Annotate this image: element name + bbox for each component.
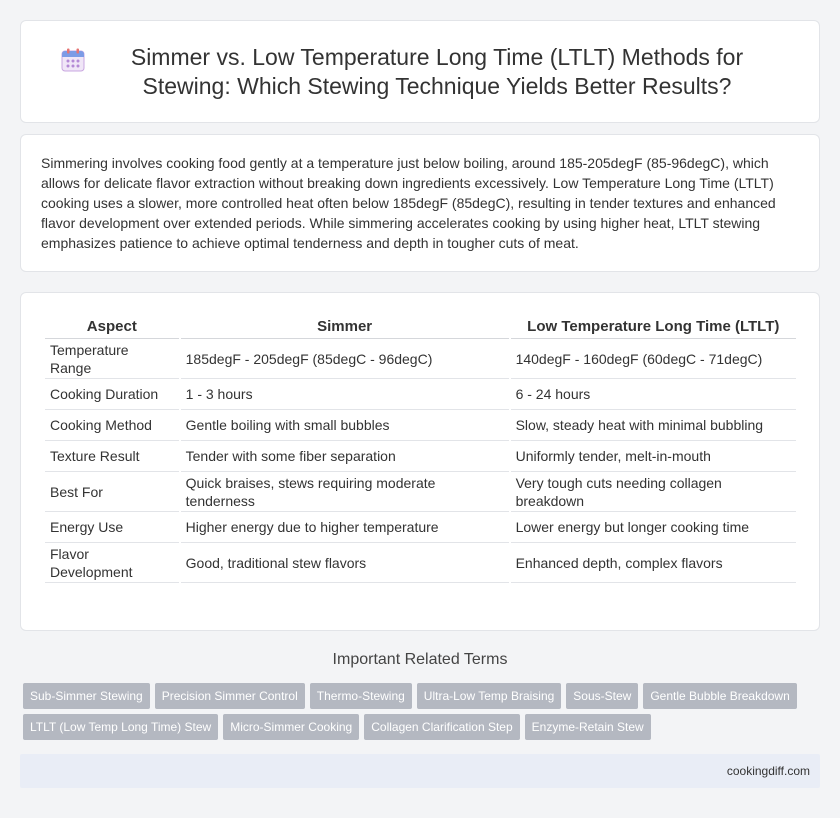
row-aspect: Cooking Method	[45, 410, 179, 441]
title-card	[20, 20, 820, 123]
related-term-tag[interactable]: Ultra-Low Temp Braising	[417, 683, 562, 709]
related-term-tag[interactable]: Precision Simmer Control	[155, 683, 305, 709]
row-ltlt: Uniformly tender, melt-in-mouth	[511, 441, 796, 472]
row-aspect: Best For	[45, 472, 179, 512]
comparison-table	[43, 317, 798, 583]
related-term-tag[interactable]: Enzyme-Retain Stew	[525, 714, 651, 740]
row-aspect: Temperature Range	[45, 339, 179, 379]
page-title: Simmer vs. Low Temperature Long Time (LTLT) Methods for Stewing: Which Stewing Technique Yields Better Results?	[130, 43, 744, 99]
row-ltlt: 6 - 24 hours	[511, 379, 796, 410]
title-wrap	[60, 43, 780, 101]
related-term-tag[interactable]: Sub-Simmer Stewing	[23, 683, 150, 709]
footer-site-link[interactable]: cookingdiff.com	[726, 764, 810, 778]
table-row	[45, 472, 796, 512]
row-ltlt: Enhanced depth, complex flavors	[511, 543, 796, 583]
row-aspect: Energy Use	[45, 512, 179, 543]
calendar-icon	[60, 47, 86, 73]
table-row	[45, 410, 796, 441]
table-row	[45, 339, 796, 379]
row-ltlt: Very tough cuts needing collagen breakdown	[511, 472, 796, 512]
table-row	[45, 512, 796, 543]
row-simmer: Higher energy due to higher temperature	[181, 512, 509, 543]
row-simmer: Quick braises, stews requiring moderate tenderness	[181, 472, 509, 512]
related-term-tag[interactable]: Thermo-Stewing	[310, 683, 412, 709]
related-term-tag[interactable]: Sous-Stew	[566, 683, 638, 709]
row-aspect: Flavor Development	[45, 543, 179, 583]
table-row	[45, 543, 796, 583]
row-simmer: 1 - 3 hours	[181, 379, 509, 410]
header-ltlt: Low Temperature Long Time (LTLT)	[511, 317, 796, 339]
row-ltlt: 140degF - 160degF (60degC - 71degC)	[511, 339, 796, 379]
row-simmer: Tender with some fiber separation	[181, 441, 509, 472]
row-aspect: Texture Result	[45, 441, 179, 472]
related-term-tag[interactable]: Gentle Bubble Breakdown	[643, 683, 796, 709]
row-simmer: 185degF - 205degF (85degC - 96degC)	[181, 339, 509, 379]
related-term-tag[interactable]: LTLT (Low Temp Long Time) Stew	[23, 714, 218, 740]
related-terms-list	[23, 683, 823, 740]
comparison-card	[20, 292, 820, 631]
footer	[20, 754, 820, 788]
table-header-row	[45, 317, 796, 339]
related-terms-title: Important Related Terms	[332, 651, 508, 668]
row-ltlt: Lower energy but longer cooking time	[511, 512, 796, 543]
table-row	[45, 441, 796, 472]
row-simmer: Good, traditional stew flavors	[181, 543, 509, 583]
row-simmer: Gentle boiling with small bubbles	[181, 410, 509, 441]
header-aspect: Aspect	[45, 317, 179, 339]
related-term-tag[interactable]: Micro-Simmer Cooking	[223, 714, 359, 740]
intro-card	[20, 134, 820, 272]
related-term-tag[interactable]: Collagen Clarification Step	[364, 714, 519, 740]
table-row	[45, 379, 796, 410]
row-ltlt: Slow, steady heat with minimal bubbling	[511, 410, 796, 441]
header-simmer: Simmer	[181, 317, 509, 339]
row-aspect: Cooking Duration	[45, 379, 179, 410]
intro-paragraph: Simmering involves cooking food gently at a temperature just below boiling, around 185-205degF (85-96degC), which allows for delicate flavor extraction without breaking down ingredients excessively. Low Temperature Long Time (LTLT) cooking uses a slower, more controlled heat often below 185degF (85degC), resulting in tender textures and enhanced flavor development over extended periods. While simmering accelerates cooking by using higher heat, LTLT stewing emphasizes patience to achieve optimal tenderness and depth in tougher cuts of meat.	[41, 155, 776, 251]
